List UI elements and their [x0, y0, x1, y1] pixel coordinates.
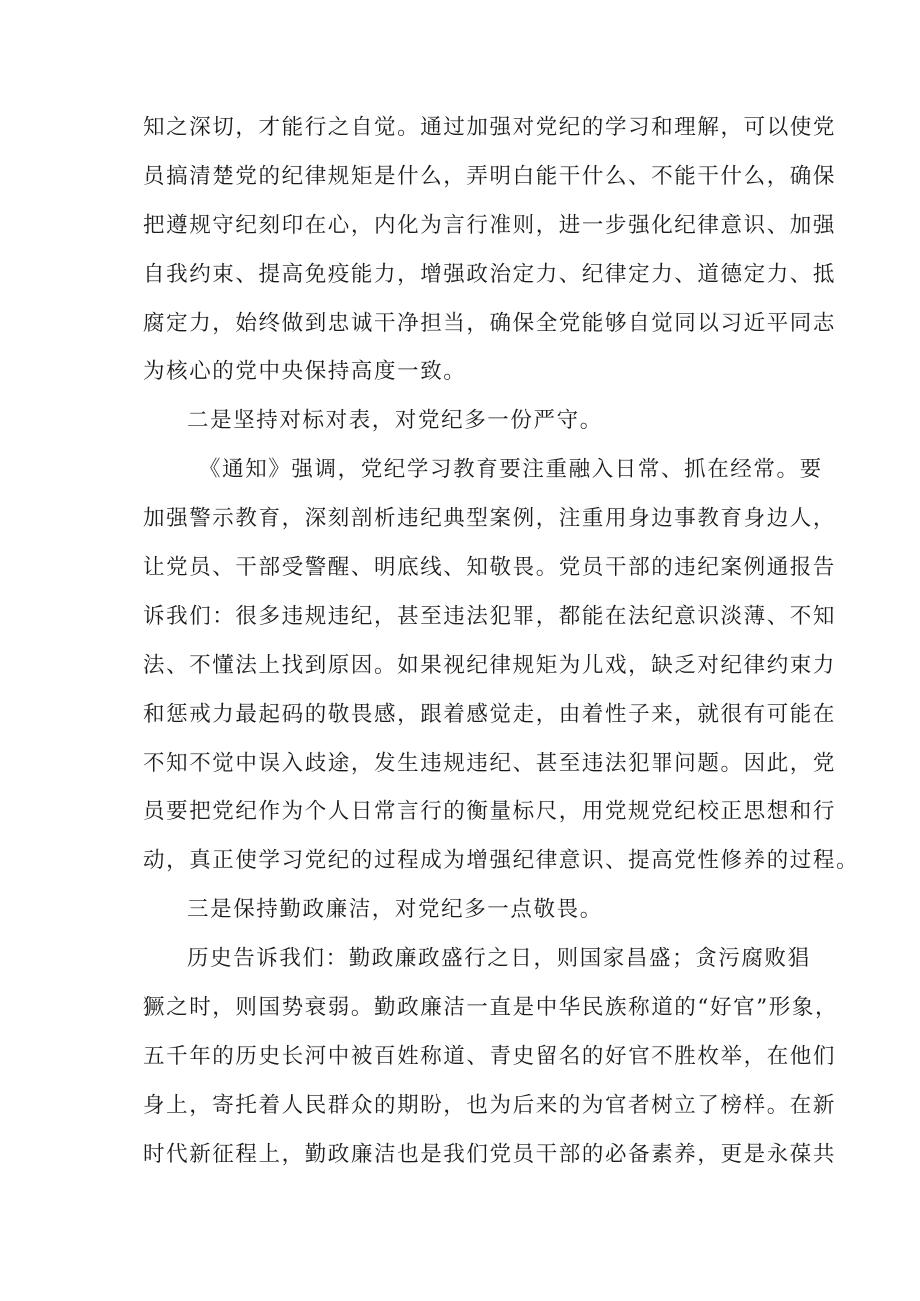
text-line: 腐定力，始终做到忠诚干净担当，确保全党能够自觉同以习近平同志: [143, 310, 837, 336]
section-heading: 二是坚持对标对表，对党纪多一份严守。: [187, 408, 603, 434]
text-line: 自我约束、提高免疫能力，增强政治定力、纪律定力、道德定力、抵: [143, 261, 837, 287]
text-line: 为核心的党中央保持高度一致。: [143, 359, 467, 385]
document-body: [143, 104, 860, 1180]
text-line: 动，真正使学习党纪的过程成为增强纪律意识、提高党性修养的过程。: [143, 848, 860, 874]
text-line: 让党员、干部受警醒、明底线、知敬畏。党员干部的违纪案例通报告: [143, 555, 837, 581]
text-line: 身上，寄托着人民群众的期盼，也为后来的为官者树立了榜样。在新: [143, 1092, 837, 1118]
text-line: 獗之时，则国势衰弱。勤政廉洁一直是中华民族称道的“好官”形象，: [143, 995, 839, 1021]
text-line: 知之深切，才能行之自觉。通过加强对党纪的学习和理解，可以使党: [143, 115, 837, 140]
text-line: 时代新征程上，勤政廉洁也是我们党员干部的必备素养，更是永葆共: [143, 1141, 837, 1167]
section-heading: 三是保持勤政廉洁，对党纪多一点敬畏。: [187, 897, 603, 923]
text-line: 法、不懂法上找到原因。如果视纪律规矩为儿戏，缺乏对纪律约束力: [143, 652, 837, 678]
text-line: 员要把党纪作为个人日常言行的衡量标尺，用党规党纪校正思想和行: [143, 799, 837, 825]
text-line: 不知不觉中误入歧途，发生违规违纪、甚至违法犯罪问题。因此，党: [143, 750, 837, 776]
text-line: 加强警示教育，深刻剖析违纪典型案例，注重用身边事教育身边人，: [143, 506, 837, 532]
text-line: 员搞清楚党的纪律规矩是什么，弄明白能干什么、不能干什么，确保: [143, 163, 837, 189]
text-line: 五千年的历史长河中被百姓称道、青史留名的好官不胜枚举，在他们: [143, 1043, 837, 1069]
text-line: 诉我们：很多违规违纪，甚至违法犯罪，都能在法纪意识淡薄、不知: [143, 603, 837, 629]
text-line: 《通知》强调，党纪学习教育要注重融入日常、抓在经常。要: [199, 457, 823, 483]
text-line: 历史告诉我们：勤政廉政盛行之日，则国家昌盛；贪污腐败猖: [187, 946, 811, 972]
text-line: 把遵规守纪刻印在心，内化为言行准则，进一步强化纪律意识、加强: [143, 212, 837, 238]
text-line: 和惩戒力最起码的敬畏感，跟着感觉走，由着性子来，就很有可能在: [143, 701, 837, 727]
